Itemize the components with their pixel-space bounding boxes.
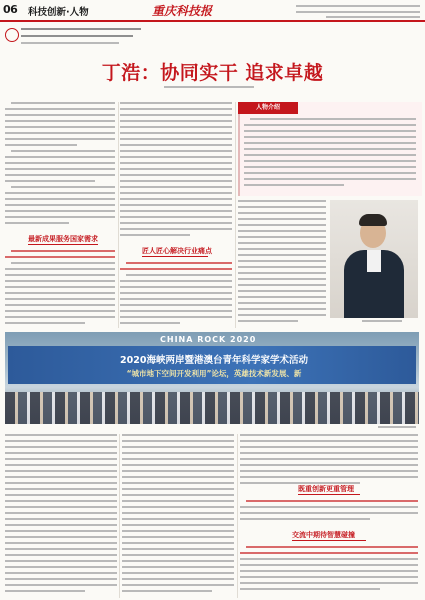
exchange-section-text: [240, 546, 418, 598]
middle-column-top: [120, 102, 232, 242]
subhead-craftsmanship: 匠人匠心解决行业痛点: [142, 247, 212, 255]
subhead-research: 最新成果服务国家需求: [28, 235, 98, 243]
headline: 丁浩：协同实干 追求卓越: [101, 62, 324, 84]
right-column-text: [238, 200, 326, 328]
portrait-hair: [359, 214, 387, 226]
masthead-meta: [296, 5, 420, 19]
subhead-management: 既重创新更重管理: [298, 485, 354, 493]
management-section-text: [240, 500, 418, 528]
subhead-rule: [292, 540, 366, 541]
portrait-caption: [362, 320, 402, 324]
subhead-rule: [28, 244, 98, 245]
event-attendees: [5, 392, 419, 424]
masthead-rule: [0, 20, 425, 22]
bottom-middle-column: [122, 434, 234, 598]
column-divider: [235, 102, 236, 328]
byline: [164, 86, 254, 90]
page-number: 06: [3, 3, 18, 16]
column-divider: [118, 102, 119, 328]
subhead-rule: [298, 494, 360, 495]
section-title: 科技创新·人物: [28, 7, 89, 18]
research-column: [5, 250, 115, 328]
teaser-box: [3, 24, 151, 48]
event-logo: CHINA ROCK 2020: [160, 335, 257, 344]
middle-column-bottom: [120, 262, 232, 328]
bottom-right-column-top: [240, 434, 418, 490]
intro-column: [5, 102, 115, 230]
event-banner-subtitle: “城市地下空间开发利用”论坛，英雄技术新发展、新: [126, 369, 302, 378]
column-divider: [237, 434, 238, 598]
portrait-collar: [367, 250, 381, 272]
event-banner-title: 2020海峡两岸暨港澳台青年科学家学术活动: [120, 355, 308, 366]
subhead-rule: [142, 256, 208, 257]
profile-header: 人物介绍: [238, 102, 298, 114]
column-divider: [119, 434, 120, 598]
profile-text: [244, 118, 416, 194]
bottom-left-column: [5, 434, 117, 598]
newspaper-logo: 重庆科技报: [152, 4, 213, 18]
subhead-exchange: 交流中期待智慧碰撞: [292, 531, 355, 539]
teaser-icon: [5, 28, 19, 42]
photo-credit: [378, 426, 416, 430]
portrait-photo: [330, 200, 418, 318]
